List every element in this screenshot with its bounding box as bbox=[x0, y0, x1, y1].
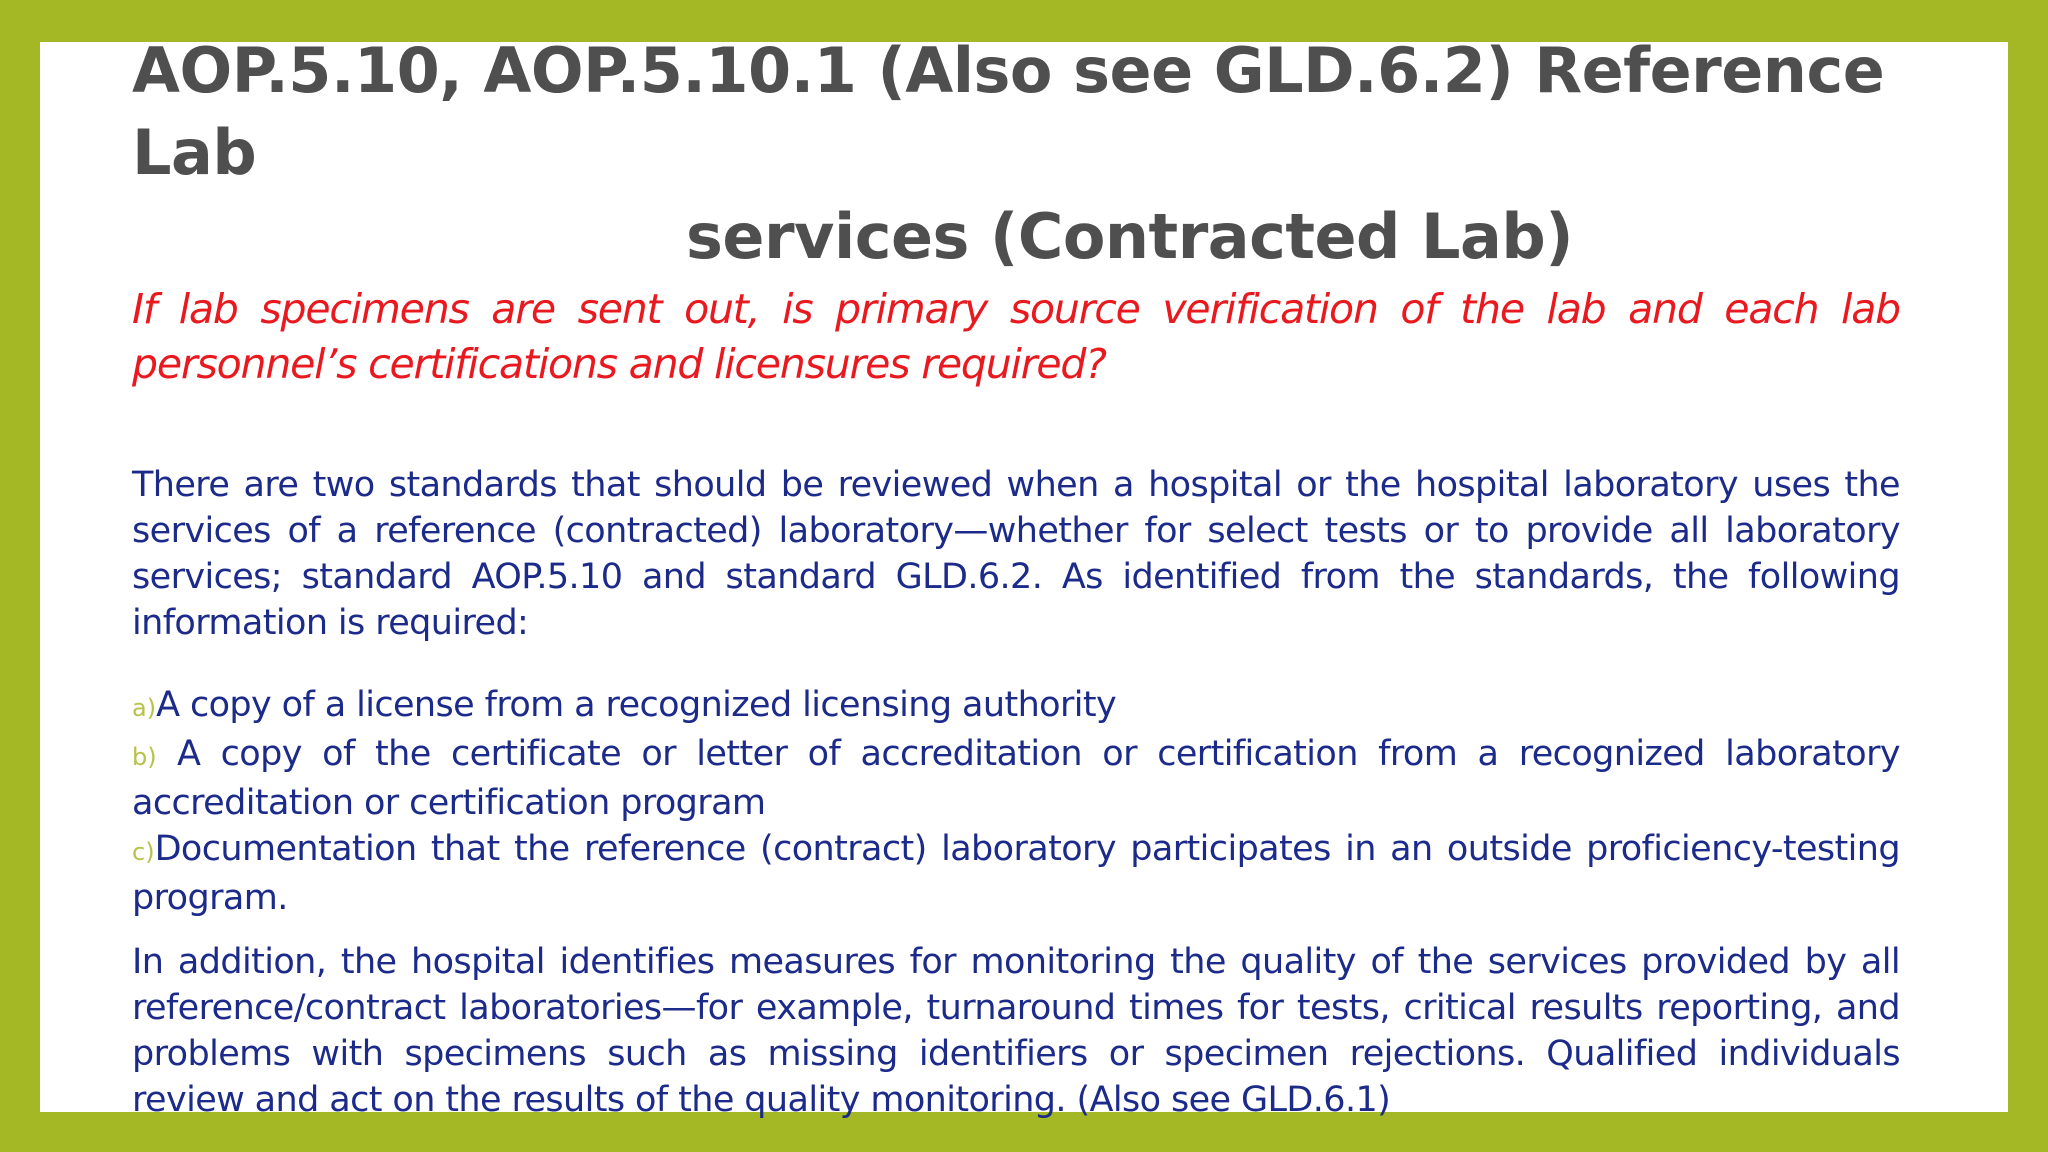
list-marker: b) bbox=[132, 743, 157, 771]
list-item bbox=[132, 682, 1900, 731]
list-item bbox=[132, 826, 1900, 921]
intro-paragraph: There are two standards that should be reviewed when a hospital or the hospital laboratory uses the services of a reference (contracted) laboratory—whether for select tests or to provide all laboratory services; standard AOP.5.10 and standard GLD.6.2. As identified from the standards, the following information is required: bbox=[132, 465, 1900, 643]
list-item-text: A copy of a license from a recognized licensing authority bbox=[156, 685, 1117, 725]
title-line-2: services (Contracted Lab) bbox=[686, 200, 1574, 273]
list-item bbox=[132, 731, 1900, 826]
title-line-1: AOP.5.10, AOP.5.10.1 (Also see GLD.6.2) Reference Lab bbox=[132, 34, 1885, 189]
slide-title bbox=[132, 30, 1932, 278]
list-marker: c) bbox=[132, 838, 155, 866]
list-marker: a) bbox=[132, 694, 157, 722]
list-item-text: A copy of the certificate or letter of accreditation or certification from a recognized laboratory accreditation or certification program bbox=[132, 734, 1900, 823]
requirements-list bbox=[132, 682, 1900, 921]
addition-paragraph: In addition, the hospital identifies measures for monitoring the quality of the services provided by all reference/contract laboratories—for example, turnaround times for tests, critical results reporting, and problems with specimens such as missing identifiers or specimen rejections. Qualified individuals review and act on the results of the quality monitoring. (Also see GLD.6.1) bbox=[132, 942, 1900, 1120]
slide bbox=[40, 34, 2008, 1120]
list-item-text: Documentation that the reference (contract) laboratory participates in an outside proficiency-testing program. bbox=[132, 829, 1900, 918]
question-text: If lab specimens are sent out, is primary source verification of the lab and each lab personnel’s certifications and licensures required? bbox=[132, 285, 1900, 388]
